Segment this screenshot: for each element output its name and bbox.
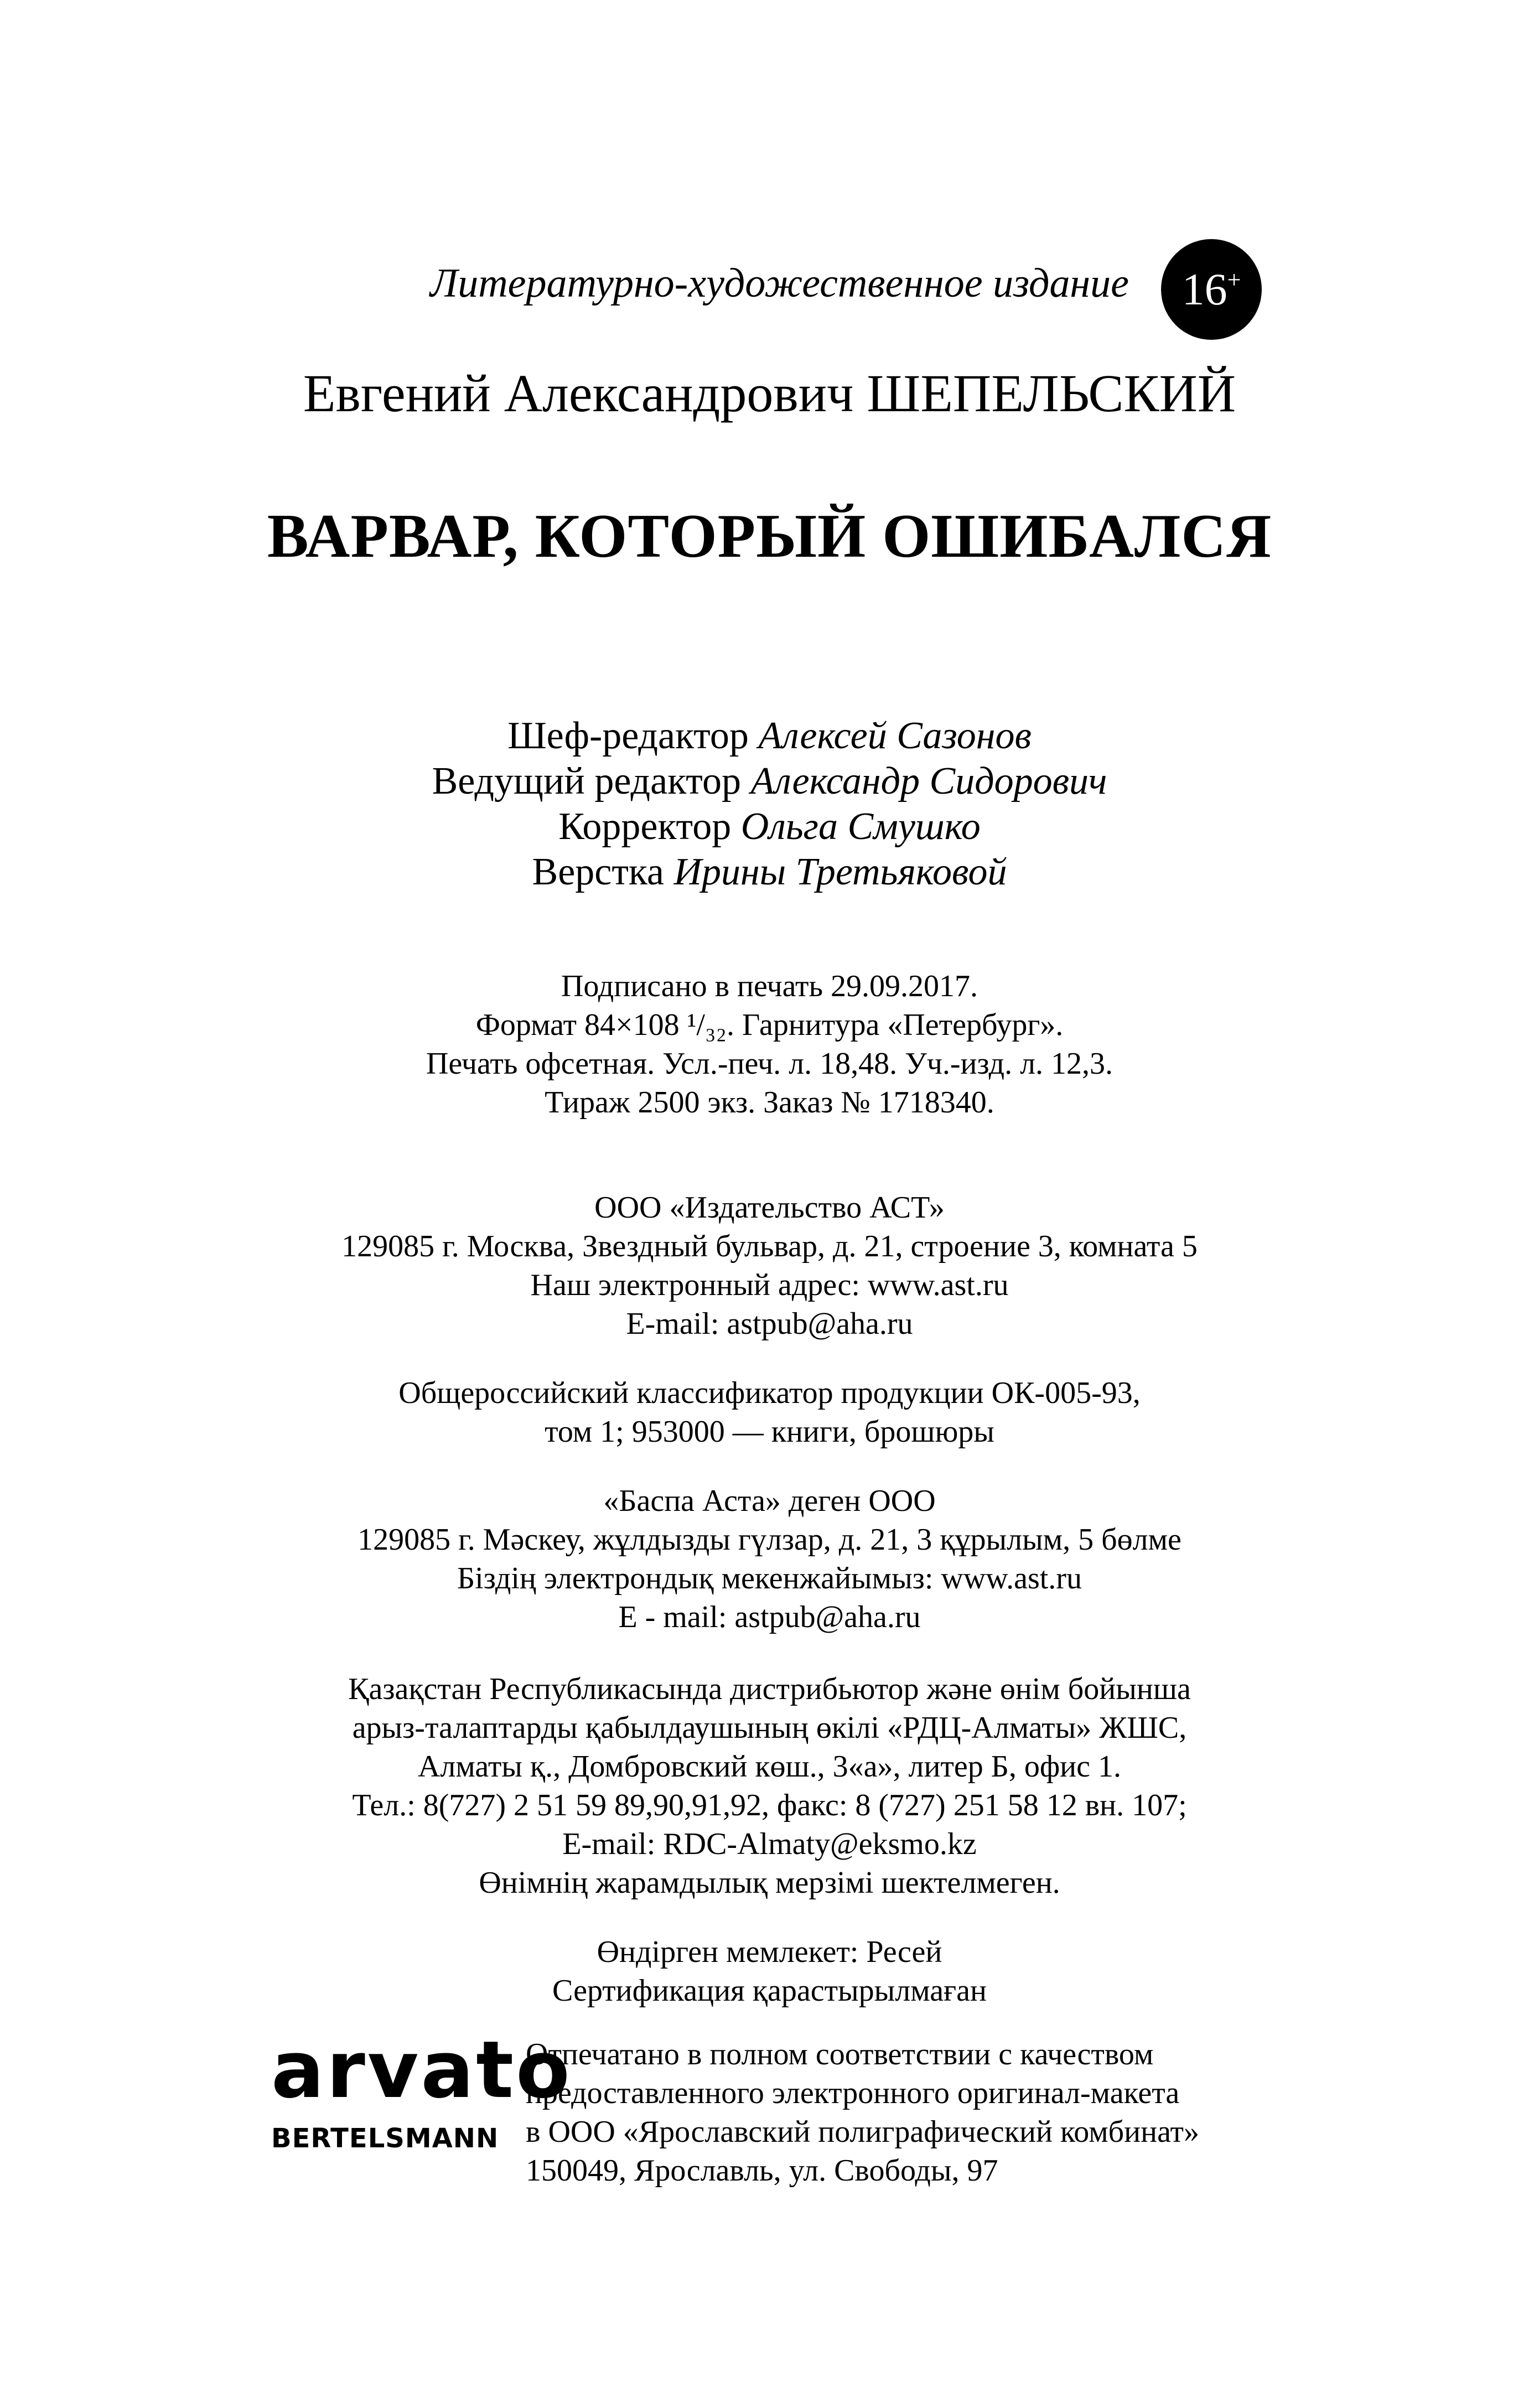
print-info-line: Тираж 2500 экз. Заказ № 1718340. xyxy=(545,1085,994,1120)
credit-layout xyxy=(0,850,1539,894)
printer-line: предоставленного электронного оригинал-макета xyxy=(526,2076,1180,2110)
distributor-line: Қазақстан Республикасында дистрибьютор және өнім бойынша xyxy=(348,1672,1191,1706)
credit-role: Верстка xyxy=(532,851,664,893)
credit-person: Ирины Третьяковой xyxy=(673,851,1007,893)
distributor-line: Тел.: 8(727) 2 51 59 89,90,91,92, факс: 8 (727) 251 58 12 вн. 107; xyxy=(352,1788,1187,1822)
origin-line: Өндірген мемлекет: Ресей xyxy=(597,1935,942,1969)
distributor-line: Өнімнің жарамдылық мерзімі шектелмеген. xyxy=(479,1866,1060,1900)
classifier-line: том 1; 953000 — книги, брошюры xyxy=(545,1415,994,1449)
distributor-line: арыз-талаптарды қабылдаушының өкілі «РДЦ-Алматы» ЖШС, xyxy=(352,1711,1187,1745)
printer-line: в ООО «Ярославский полиграфический комбинат» xyxy=(526,2115,1199,2149)
credit-chief-editor xyxy=(0,714,1539,758)
age-rating-badge xyxy=(1161,239,1262,340)
arvato-logo: arvato xyxy=(271,2024,572,2116)
publisher-line: E-mail: astpub@aha.ru xyxy=(626,1307,913,1341)
credit-person: Ольга Смушко xyxy=(740,805,981,848)
distributor-line: Алматы қ., Домбровский көш., 3«а», литер Б, офис 1. xyxy=(417,1749,1122,1784)
publisher-line: 129085 г. Москва, Звездный бульвар, д. 21, строение 3, комната 5 xyxy=(341,1229,1198,1263)
credit-role: Корректор xyxy=(558,805,732,848)
print-info-line: Формат 84×108 ¹/₃₂. Гарнитура «Петербург». xyxy=(475,1008,1064,1042)
distributor-line: E-mail: RDC-Almaty@eksmo.kz xyxy=(562,1827,977,1861)
credit-role: Ведущий редактор xyxy=(432,760,741,802)
kazakh-publisher-line: Біздің электрондық мекенжайымыз: www.ast.ru xyxy=(457,1561,1082,1596)
credit-person: Александр Сидорович xyxy=(750,760,1107,802)
publisher-line: ООО «Издательство АСТ» xyxy=(594,1190,945,1225)
age-rating-suffix: + xyxy=(1227,266,1241,293)
credit-role: Шеф-редактор xyxy=(507,714,749,757)
printer-line: 150049, Ярославль, ул. Свободы, 97 xyxy=(526,2153,998,2188)
edition-type-label: Литературно-художественное издание xyxy=(430,261,1129,306)
credit-person: Алексей Сазонов xyxy=(758,714,1032,757)
credit-lead-editor xyxy=(0,759,1539,804)
author-name: Евгений Александрович ШЕПЕЛЬСКИЙ xyxy=(303,364,1236,423)
origin-line: Сертификация қарастырылмаған xyxy=(552,1974,987,2008)
print-info-line: Подписано в печать 29.09.2017. xyxy=(561,969,978,1003)
printer-line: Отпечатано в полном соответствии с качеством xyxy=(526,2037,1154,2072)
print-info-line: Печать офсетная. Усл.-печ. л. 18,48. Уч.-изд. л. 12,3. xyxy=(426,1047,1113,1081)
book-title: ВАРВАР, КОТОРЫЙ ОШИБАЛСЯ xyxy=(267,502,1272,571)
kazakh-publisher-line: 129085 г. Мәскеу, жұлдызды гүлзар, д. 21, 3 құрылым, 5 бөлме xyxy=(357,1523,1182,1557)
bertelsmann-logo: BERTELSMANN xyxy=(271,2123,499,2154)
classifier-line: Общероссийский классификатор продукции ОК-005-93, xyxy=(398,1376,1141,1410)
publisher-line: Наш электронный адрес: www.ast.ru xyxy=(530,1268,1009,1302)
age-rating-value: 16 xyxy=(1182,264,1227,314)
credit-proofreader xyxy=(0,805,1539,849)
kazakh-publisher-line: E - mail: astpub@aha.ru xyxy=(618,1600,921,1634)
kazakh-publisher-line: «Баспа Аста» деген ООО xyxy=(603,1484,936,1518)
